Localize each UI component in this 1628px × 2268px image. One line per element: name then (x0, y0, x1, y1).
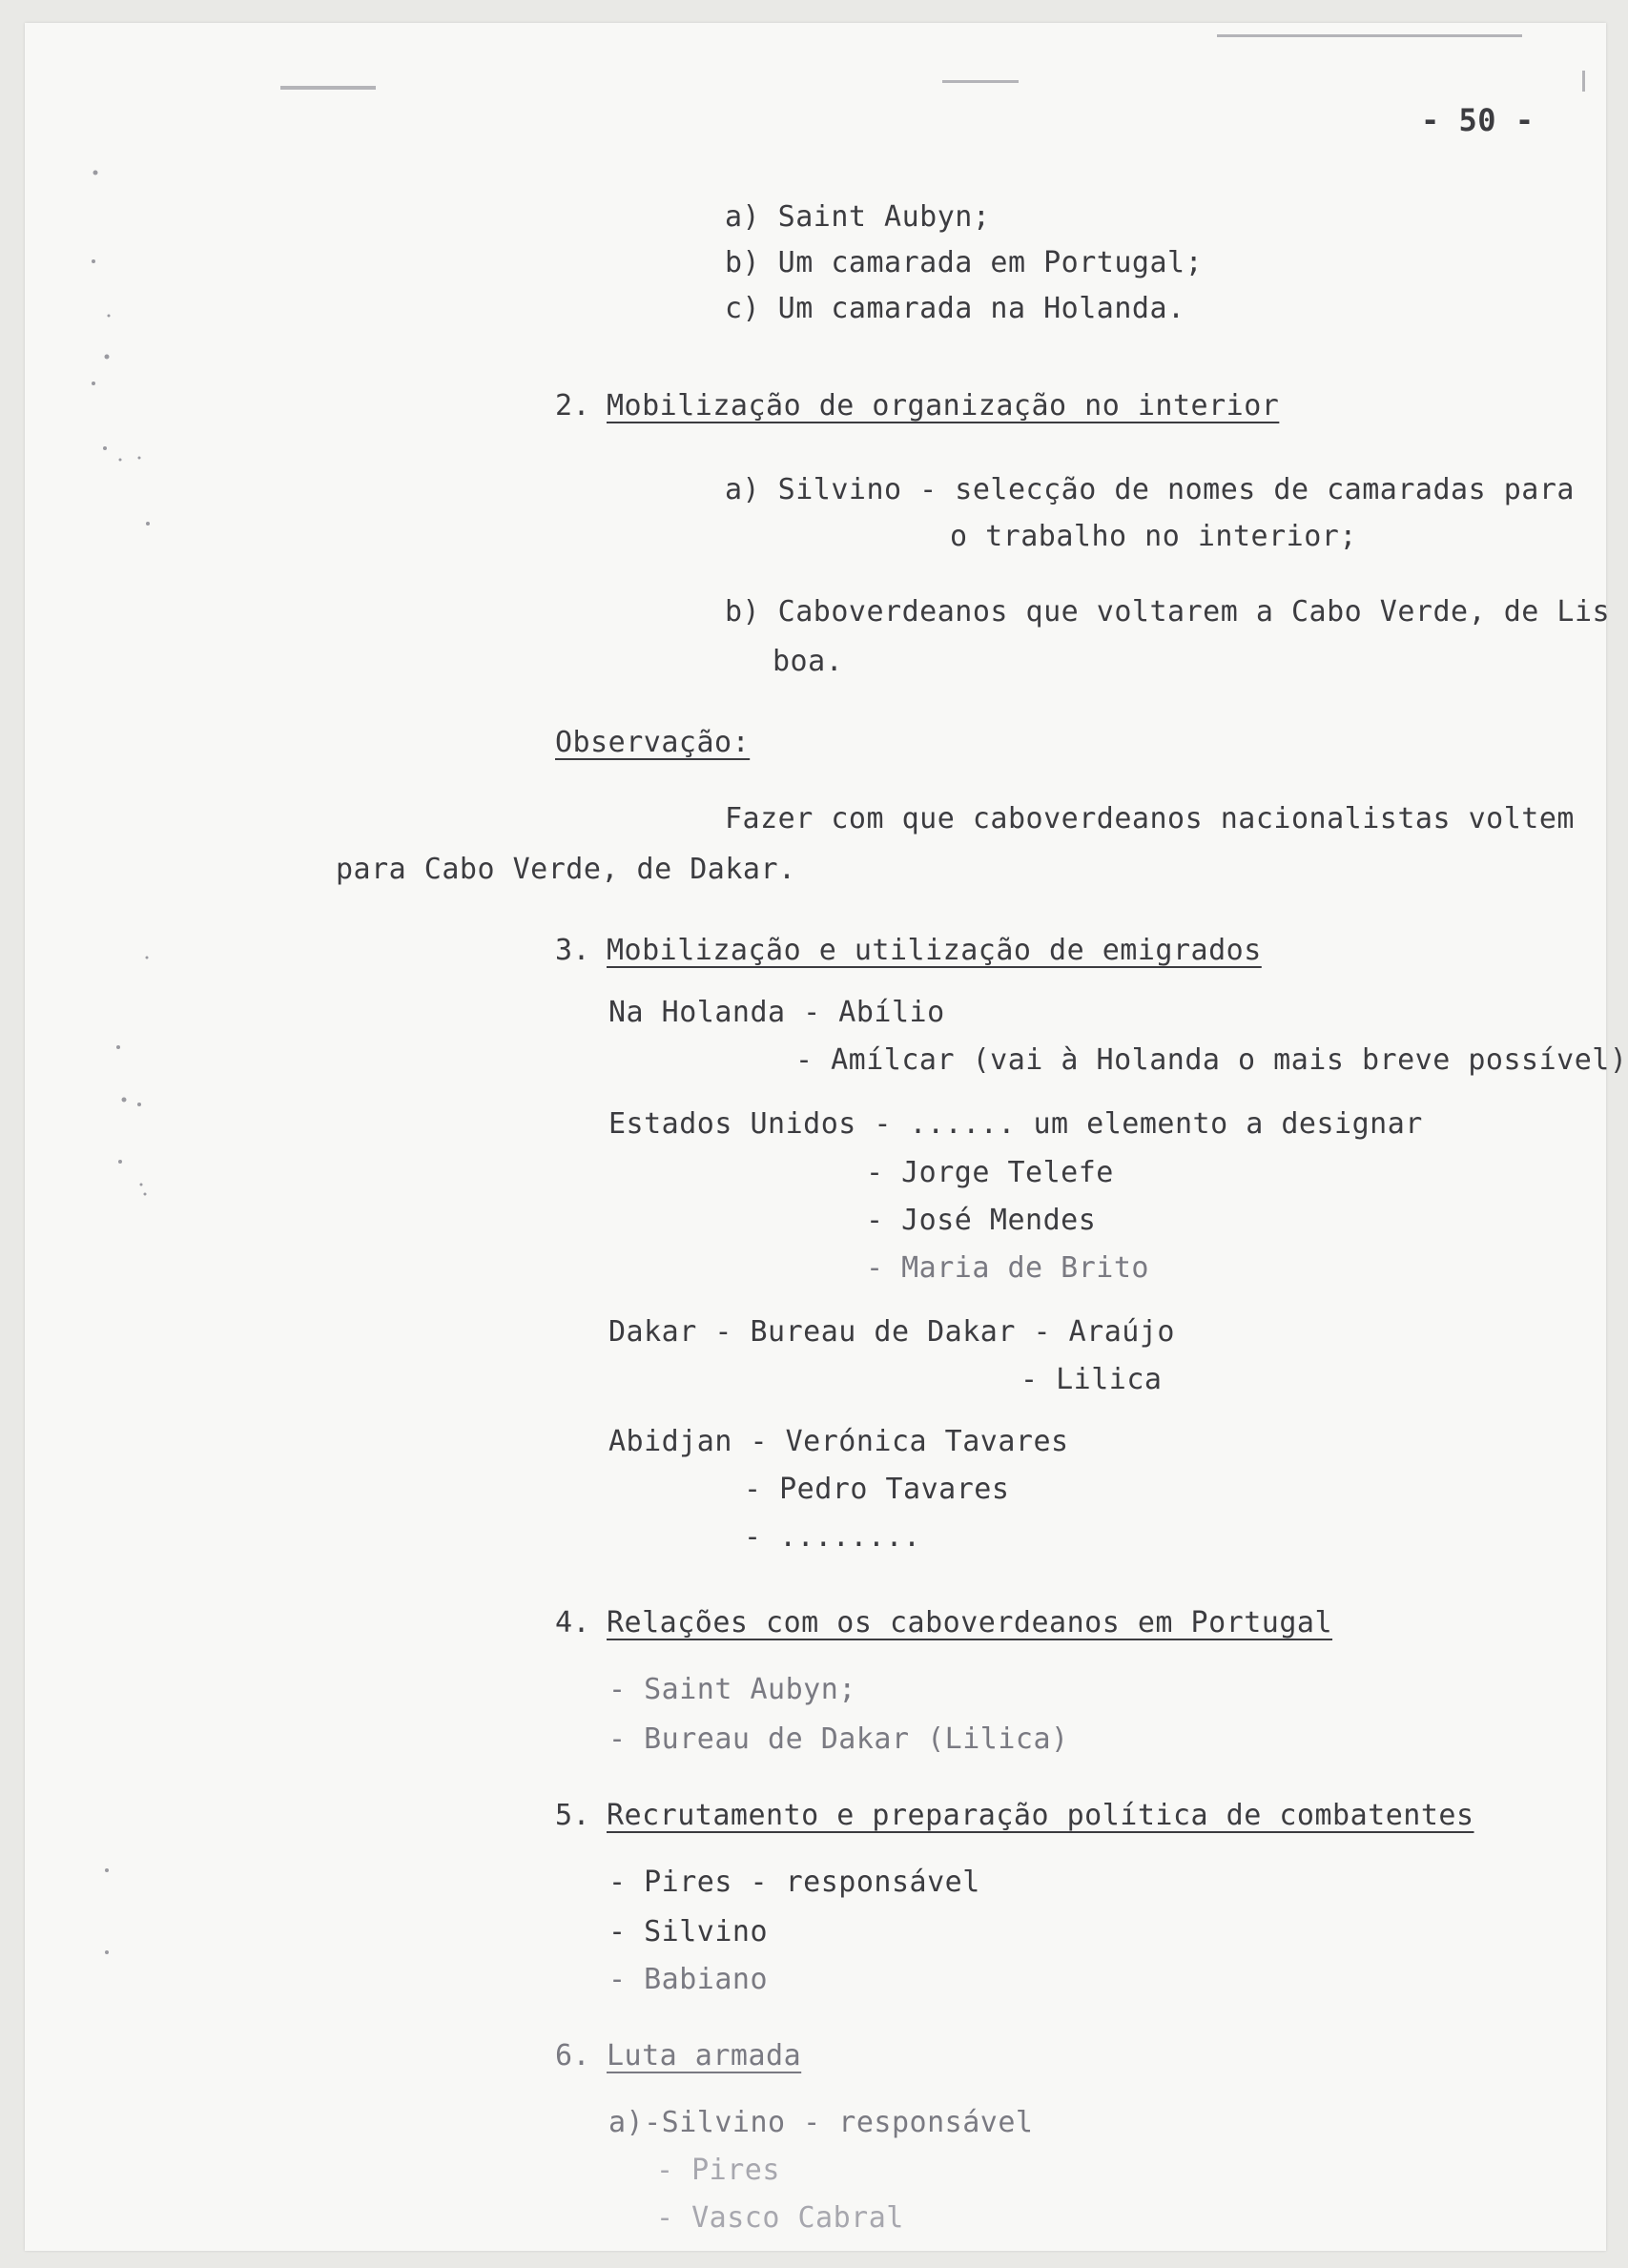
list-item: - Maria de Brito (866, 1251, 1149, 1285)
list-item: - Jorge Telefe (866, 1156, 1114, 1189)
list-item: c) Um camarada na Holanda. (725, 292, 1185, 325)
list-item: a) Saint Aubyn; (725, 200, 991, 234)
list-item: - Silvino (608, 1915, 769, 1948)
section-number: 2. (555, 389, 591, 423)
section-number: 6. (555, 2039, 591, 2072)
list-item: Abidjan - Verónica Tavares (608, 1425, 1069, 1458)
list-item: - Vasco Cabral (656, 2201, 904, 2235)
document-page (25, 23, 1628, 2251)
list-item: Na Holanda - Abílio (608, 996, 945, 1029)
list-item: - Amílcar (vai à Holanda o mais breve possível) (795, 1043, 1628, 1077)
section-number: 4. (555, 1606, 591, 1639)
list-item: a) Silvino - selecção de nomes de camaradas para (725, 473, 1575, 506)
list-item: - José Mendes (866, 1204, 1097, 1237)
section-heading: Relações com os caboverdeanos em Portugal (607, 1606, 1333, 1639)
list-item: - Saint Aubyn; (608, 1673, 856, 1706)
list-item: - ........ (744, 1520, 921, 1554)
observation-heading: Observação: (555, 726, 751, 759)
list-item: a)-Silvino - responsável (608, 2106, 1034, 2139)
list-item: Estados Unidos - ...... um elemento a designar (608, 1107, 1423, 1141)
list-item: - Lilica (1020, 1363, 1163, 1396)
list-item: Dakar - Bureau de Dakar - Araújo (608, 1315, 1175, 1349)
section-heading: Mobilização e utilização de emigrados (607, 934, 1262, 967)
list-item: - Bureau de Dakar (Lilica) (608, 1722, 1069, 1756)
list-item-continuation: o trabalho no interior; (950, 520, 1357, 553)
list-item: b) Um camarada em Portugal; (725, 246, 1204, 279)
list-item: b) Caboverdeanos que voltarem a Cabo Verde, de Lis (725, 595, 1611, 629)
list-item-continuation: boa. (773, 645, 844, 678)
list-item: - Babiano (608, 1963, 769, 1996)
section-heading: Mobilização de organização no interior (607, 389, 1280, 423)
section-number: 5. (555, 1799, 591, 1832)
paragraph-line: Fazer com que caboverdeanos nacionalistas voltem (725, 802, 1575, 835)
list-item: - Pedro Tavares (744, 1473, 1010, 1506)
section-heading: Recrutamento e preparação política de combatentes (607, 1799, 1474, 1832)
section-number: 3. (555, 934, 591, 967)
section-heading: Luta armada (607, 2039, 802, 2072)
page-number: - 50 - (1421, 102, 1535, 138)
list-item: - Pires (656, 2154, 780, 2187)
list-item: - Pires - responsável (608, 1866, 980, 1899)
paragraph-line: para Cabo Verde, de Dakar. (336, 853, 796, 886)
